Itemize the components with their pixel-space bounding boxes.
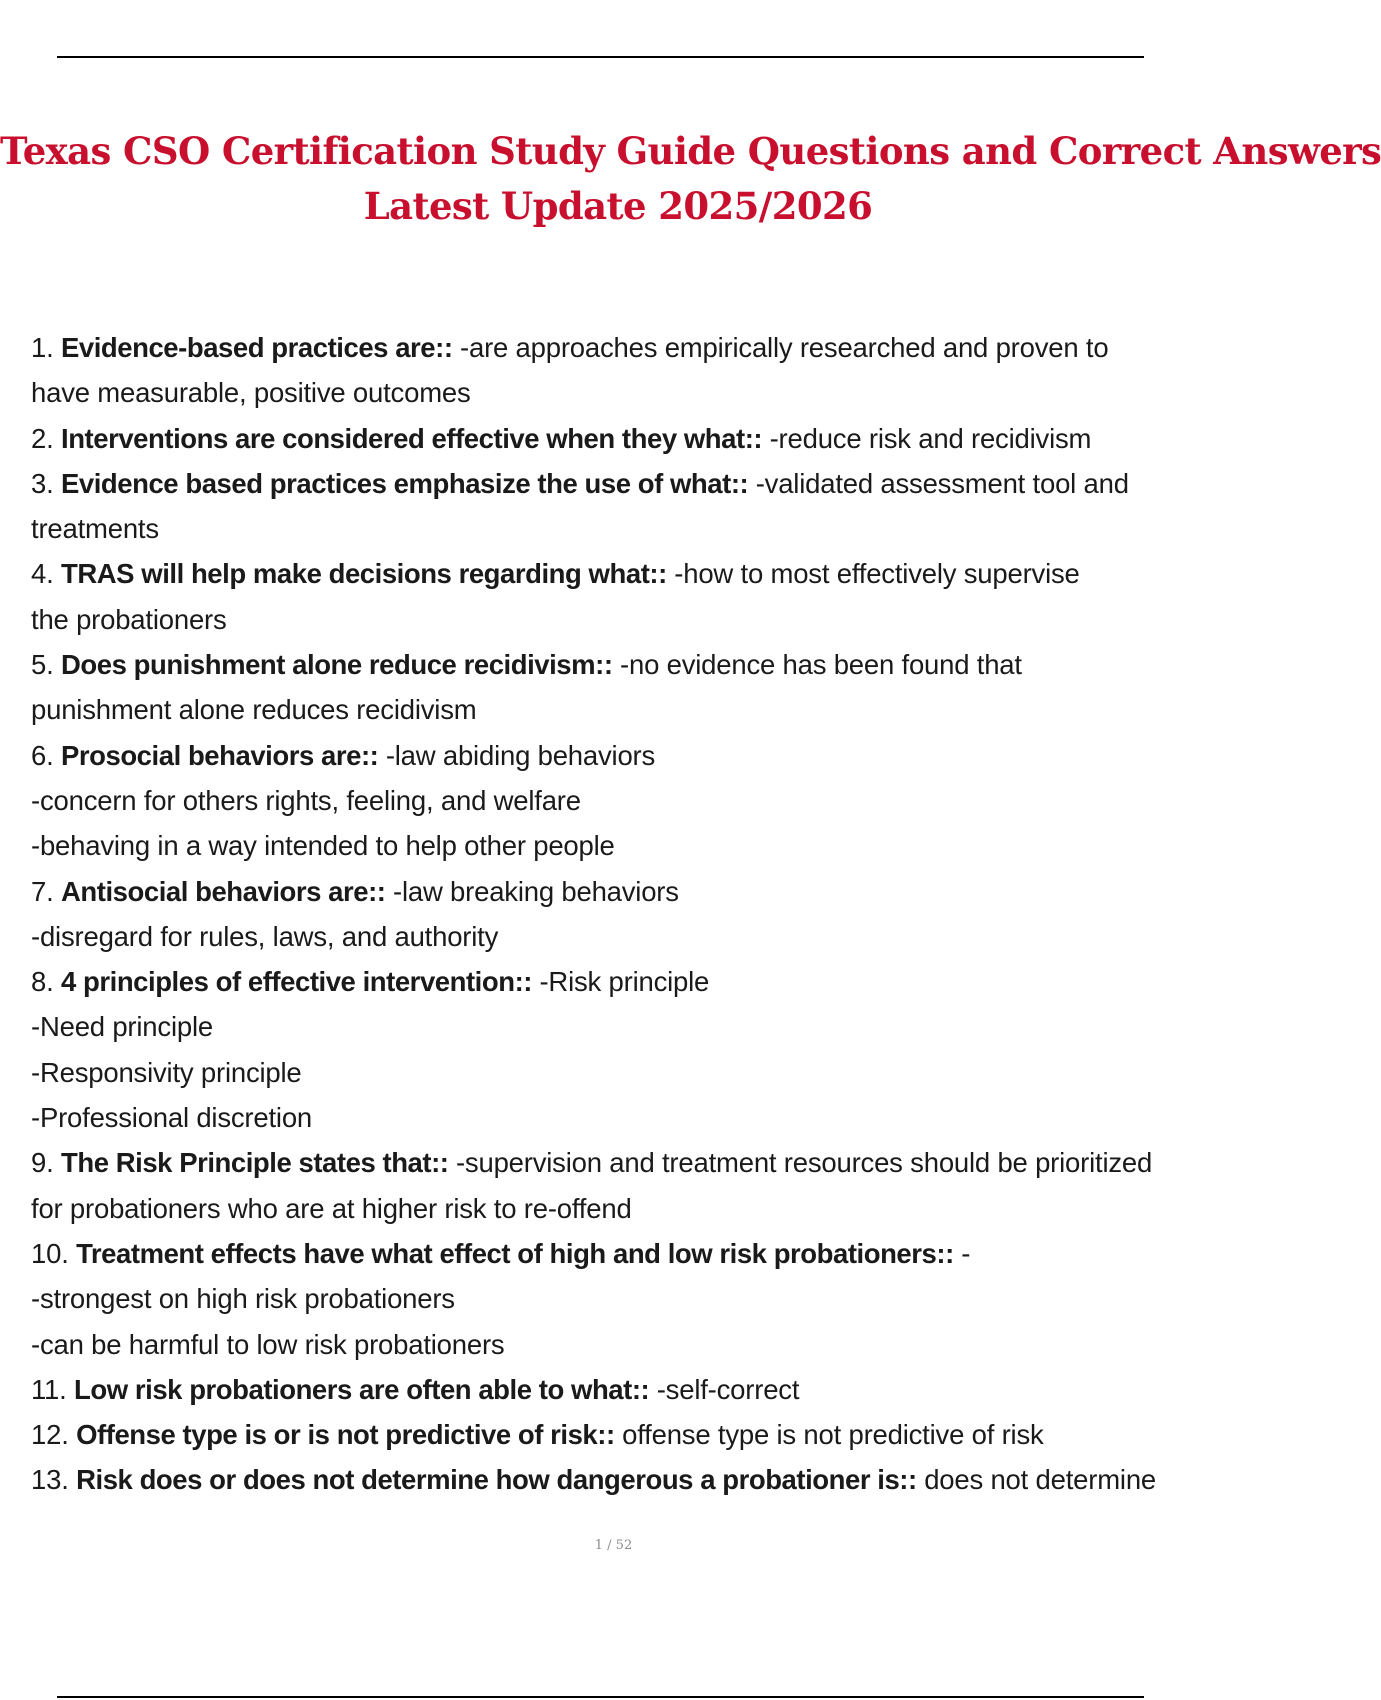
answer-continuation-line: -strongest on high risk probationers [31, 1283, 455, 1315]
question-line [31, 1412, 1191, 1457]
question-text: Evidence-based practices are:: [61, 332, 453, 363]
answer-text: -validated assessment tool and [755, 467, 1129, 499]
question-answer-list [31, 325, 1191, 1503]
question-text: 4 principles of effective intervention:: [61, 966, 532, 998]
question-line [31, 1457, 1191, 1502]
answer-text: does not determine [924, 1464, 1157, 1496]
item-number: 2. [31, 422, 54, 454]
item-number: 7. [31, 875, 54, 907]
answer-text: -law breaking behaviors [392, 875, 679, 907]
question-line [31, 1140, 1191, 1185]
question-text: Antisocial behaviors are:: [61, 875, 386, 907]
qa-item [31, 551, 1191, 642]
item-number: 4. [31, 558, 54, 590]
bottom-rule [57, 1696, 1144, 1698]
item-number: 9. [31, 1147, 54, 1179]
top-rule [57, 56, 1144, 58]
qa-item [31, 642, 1191, 733]
qa-item [31, 1367, 1191, 1412]
question-line [31, 959, 1191, 1004]
document-title [0, 124, 1381, 234]
question-text: TRAS will help make decisions regarding what:: [61, 558, 667, 590]
question-line [31, 325, 1191, 370]
answer-text: - [961, 1237, 971, 1269]
question-text: Prosocial behaviors are:: [61, 739, 379, 771]
answer-continuation-line: the probationers [31, 603, 227, 635]
question-line [31, 1367, 1191, 1412]
question-line [31, 1231, 1191, 1276]
qa-item [31, 733, 1191, 869]
answer-continuation-line: -behaving in a way intended to help other people [31, 830, 615, 862]
question-line [31, 461, 1191, 506]
answer-continuation-line: treatments [31, 513, 159, 545]
qa-item [31, 1140, 1191, 1231]
question-text: Evidence based practices emphasize the use of what:: [61, 467, 749, 499]
qa-item [31, 325, 1191, 416]
answer-text: -self-correct [656, 1373, 800, 1405]
question-text: Offense type is or is not predictive of risk:: [76, 1419, 615, 1451]
question-text: Does punishment alone reduce recidivism:: [61, 649, 613, 681]
question-line [31, 642, 1191, 687]
question-text: The Risk Principle states that:: [61, 1147, 449, 1179]
answer-continuation-line: -disregard for rules, laws, and authority [31, 920, 499, 952]
qa-item [31, 959, 1191, 1140]
qa-item [31, 1231, 1191, 1367]
answer-continuation-line: -Need principle [31, 1011, 213, 1043]
item-number: 1. [31, 332, 54, 363]
page-number: 1 / 52 [594, 1538, 633, 1553]
qa-item [31, 1457, 1191, 1502]
answer-text: -Risk principle [539, 966, 710, 998]
answer-text: -are approaches empirically researched and proven to [460, 332, 1109, 363]
answer-text: -supervision and treatment resources should be prioritized [455, 1147, 1153, 1179]
question-line [31, 869, 1191, 914]
question-text: Risk does or does not determine how dangerous a probationer is:: [76, 1464, 917, 1496]
qa-item [31, 461, 1191, 552]
answer-continuation-line: for probationers who are at higher risk to re-offend [31, 1192, 632, 1224]
answer-text: -no evidence has been found that [620, 649, 1022, 681]
question-text: Interventions are considered effective when they what:: [61, 422, 763, 454]
qa-item [31, 1412, 1191, 1457]
answer-continuation-line: -concern for others rights, feeling, and welfare [31, 784, 581, 816]
question-line [31, 733, 1191, 778]
qa-item [31, 869, 1191, 960]
item-number: 11. [31, 1373, 67, 1405]
title-line-1: Texas CSO Certification Study Guide Questions and Correct Answers [0, 129, 1381, 173]
answer-continuation-line: have measurable, positive outcomes [31, 377, 471, 409]
answer-text: offense type is not predictive of risk [622, 1419, 1044, 1451]
item-number: 5. [31, 649, 54, 681]
question-text: Treatment effects have what effect of high and low risk probationers:: [76, 1237, 954, 1269]
answer-continuation-line: punishment alone reduces recidivism [31, 694, 477, 726]
answer-text: -reduce risk and recidivism [769, 422, 1092, 454]
answer-text: -law abiding behaviors [385, 739, 656, 771]
answer-continuation-line: -Responsivity principle [31, 1056, 302, 1088]
item-number: 6. [31, 739, 54, 771]
item-number: 8. [31, 966, 54, 998]
question-text: Low risk probationers are often able to what:: [74, 1373, 650, 1405]
qa-item [31, 416, 1191, 461]
answer-continuation-line: -Professional discretion [31, 1102, 313, 1134]
answer-continuation-line: -can be harmful to low risk probationers [31, 1328, 505, 1360]
title-line-2: Latest Update 2025/2026 [363, 184, 873, 228]
question-line [31, 551, 1191, 596]
item-number: 10. [31, 1237, 69, 1269]
item-number: 3. [31, 467, 54, 499]
question-line [31, 416, 1191, 461]
answer-text: -how to most effectively supervise [674, 558, 1080, 590]
item-number: 12. [31, 1419, 69, 1451]
item-number: 13. [31, 1464, 69, 1496]
